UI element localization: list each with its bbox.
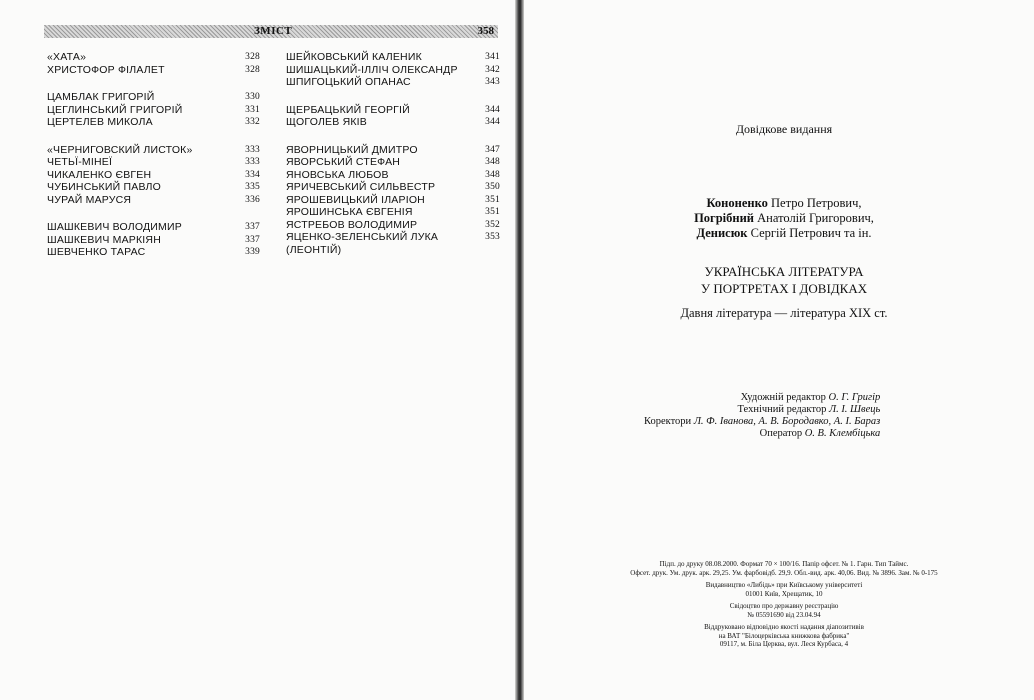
staff-role: Технічний редактор bbox=[737, 404, 829, 415]
book-title-line-2: У ПОРТРЕТАХ І ДОВІДКАХ bbox=[700, 281, 868, 296]
toc-entry-name: ШПИГОЦЬКИЙ ОПАНАС bbox=[286, 76, 411, 88]
toc-entry-page: 342 bbox=[485, 64, 500, 75]
edition-type: Довідкове видання bbox=[735, 122, 833, 136]
colophon-paragraph bbox=[594, 581, 974, 598]
toc-group bbox=[47, 91, 260, 129]
toc-entry bbox=[286, 64, 500, 77]
colophon-line: Офсет. друк. Ум. друк. арк. 29,25. Ум. фарбовідб. 29,9. Обл.-вид. арк. 40,06. Вид. № 3896. Зам. № 0-175 bbox=[630, 568, 938, 577]
toc-entry-page: 328 bbox=[245, 52, 260, 62]
toc-column-left bbox=[47, 51, 260, 274]
toc-column-right bbox=[286, 51, 500, 259]
toc-entry bbox=[47, 181, 260, 194]
staff-line bbox=[644, 392, 880, 404]
toc-entry-page: 337 bbox=[245, 234, 260, 245]
colophon-line: 01001 Київ, Хрещатик, 10 bbox=[745, 589, 823, 598]
colophon-line: Свідоцтво про державну реєстрацію bbox=[729, 602, 839, 610]
colophon-line: Віддруковано відповідно якості надання діапозитивів bbox=[704, 623, 864, 631]
editorial-staff bbox=[644, 392, 880, 440]
staff-line bbox=[644, 428, 880, 440]
toc-entry-name: ЯЦЕНКО-ЗЕЛЕНСЬКИЙ ЛУКА (ЛЕОНТІЙ) bbox=[286, 231, 439, 256]
toc-entry-name: ЧУБИНСЬКИЙ ПАВЛО bbox=[47, 181, 161, 193]
toc-entry bbox=[47, 246, 260, 259]
right-page bbox=[524, 0, 1034, 700]
toc-entry bbox=[286, 206, 500, 219]
toc-entry bbox=[47, 221, 260, 234]
toc-entry-name: ШАШКЕВИЧ МАРКІЯН bbox=[47, 233, 161, 246]
page-number: 358 bbox=[477, 25, 494, 37]
toc-entry-name: ЧЕТЬЇ-МІНЕЇ bbox=[47, 156, 113, 168]
toc-entry-name: ШЕВЧЕНКО ТАРАС bbox=[47, 246, 146, 258]
colophon-paragraph bbox=[594, 602, 974, 619]
toc-group bbox=[47, 221, 260, 259]
toc-entry bbox=[47, 144, 260, 157]
toc-entry-page: 336 bbox=[245, 194, 260, 205]
staff-role: Художній редактор bbox=[740, 392, 829, 403]
toc-entry-name: ЯРОШИНСЬКА ЄВГЕНІЯ bbox=[286, 206, 413, 218]
toc-entry bbox=[286, 116, 500, 129]
toc-entry-page: 335 bbox=[245, 182, 260, 192]
toc-entry-name: ЯСТРЕБОВ ВОЛОДИМИР bbox=[286, 218, 418, 231]
toc-entry bbox=[286, 156, 500, 169]
toc-group bbox=[47, 144, 260, 207]
toc-entry-page: 344 bbox=[485, 104, 500, 115]
toc-entry bbox=[47, 64, 260, 77]
staff-person: О. Г. Григір bbox=[828, 392, 881, 403]
author-given-names: Анатолій Григорович, bbox=[754, 211, 874, 225]
toc-entry bbox=[47, 156, 260, 169]
toc-entry-name: ЯНОВСЬКА ЛЮБОВ bbox=[286, 168, 389, 181]
toc-entry-page: 347 bbox=[485, 144, 500, 155]
toc-entry bbox=[286, 51, 500, 64]
toc-entry-name: ШЕЙКОВСЬКИЙ КАЛЕНИК bbox=[286, 51, 422, 63]
author-surname: Денисюк bbox=[696, 226, 748, 240]
toc-entry bbox=[286, 231, 500, 256]
toc-entry bbox=[286, 169, 500, 182]
toc-entry-page: 348 bbox=[485, 169, 500, 180]
toc-entry bbox=[47, 234, 260, 247]
toc-entry-page: 343 bbox=[485, 77, 500, 87]
staff-role: Оператор bbox=[759, 428, 805, 439]
toc-entry-name: «ЧЕРНИГОВСКИЙ ЛИСТОК» bbox=[47, 143, 193, 156]
staff-person: Л. І. Швець bbox=[828, 404, 881, 415]
toc-entry-name: ЧИКАЛЕНКО ЄВГЕН bbox=[47, 168, 152, 181]
colophon-paragraph bbox=[594, 623, 974, 649]
toc-entry-page: 337 bbox=[245, 222, 260, 232]
authors-block bbox=[604, 196, 964, 241]
staff-line bbox=[644, 416, 880, 428]
toc-entry-page: 351 bbox=[485, 207, 500, 217]
toc-entry bbox=[286, 144, 500, 157]
toc-entry-page: 331 bbox=[245, 104, 260, 115]
toc-entry-page: 333 bbox=[245, 144, 260, 155]
toc-entry-name: ЯРИЧЕВСЬКИЙ СИЛЬВЕСТР bbox=[286, 181, 436, 193]
toc-entry-name: ШАШКЕВИЧ ВОЛОДИМИР bbox=[47, 221, 182, 233]
toc-group bbox=[286, 143, 500, 256]
colophon bbox=[594, 560, 974, 653]
book-subtitle: Давня література — література ХІХ ст. bbox=[680, 306, 888, 320]
toc-entry-name: ХРИСТОФОР ФІЛАЛЕТ bbox=[47, 63, 165, 76]
left-page bbox=[0, 0, 515, 700]
staff-role: Коректори bbox=[644, 416, 694, 427]
toc-entry-page: 332 bbox=[245, 117, 260, 127]
author-given-names: Сергій Петрович та ін. bbox=[747, 226, 872, 240]
toc-entry-name: «ХАТА» bbox=[47, 51, 87, 63]
colophon-paragraph bbox=[594, 560, 974, 577]
toc-entry bbox=[47, 51, 260, 64]
author-line bbox=[604, 211, 964, 226]
toc-entry-page: 352 bbox=[485, 219, 500, 230]
staff-person: Л. Ф. Іванова, А. В. Бородавко, А. І. Бараз bbox=[693, 416, 881, 427]
toc-entry-page: 353 bbox=[485, 232, 500, 242]
toc-entry-name: ШИШАЦЬКИЙ-ІЛЛІЧ ОЛЕКСАНДР bbox=[286, 63, 458, 76]
toc-entry bbox=[47, 169, 260, 182]
toc-entry-page: 344 bbox=[485, 117, 500, 127]
toc-entry bbox=[286, 194, 500, 207]
toc-entry-name: ЯВОРСЬКИЙ СТЕФАН bbox=[286, 156, 401, 168]
toc-entry-name: ЦЕРТЕЛЕВ МИКОЛА bbox=[47, 116, 153, 128]
toc-entry bbox=[47, 116, 260, 129]
toc-entry-name: ЦЕГЛИНСЬКИЙ ГРИГОРІЙ bbox=[47, 103, 183, 116]
toc-entry-page: 348 bbox=[485, 157, 500, 167]
toc-entry-page: 334 bbox=[245, 169, 260, 180]
toc-entry-name: ЧУРАЙ МАРУСЯ bbox=[47, 193, 132, 206]
toc-entry bbox=[47, 104, 260, 117]
toc-group bbox=[286, 104, 500, 129]
author-surname: Погрібний bbox=[694, 211, 754, 225]
staff-person: О. В. Клембіцька bbox=[804, 428, 881, 439]
toc-group bbox=[286, 51, 500, 89]
toc-group bbox=[47, 51, 260, 76]
colophon-line: 09117, м. Біла Церква, вул. Леся Курбаса, 4 bbox=[719, 640, 849, 648]
book-gutter bbox=[515, 0, 524, 700]
toc-entry-name: ЯВОРНИЦЬКИЙ ДМИТРО bbox=[286, 143, 418, 156]
toc-entry-name: ЩОГОЛЕВ ЯКІВ bbox=[286, 116, 367, 128]
toc-entry bbox=[286, 181, 500, 194]
toc-entry-page: 339 bbox=[245, 247, 260, 257]
author-given-names: Петро Петрович, bbox=[767, 196, 862, 210]
author-line bbox=[604, 226, 964, 241]
author-line bbox=[604, 196, 964, 211]
toc-header bbox=[44, 25, 498, 38]
colophon-line: на ВАТ "Білоцерківська книжкова фабрика" bbox=[718, 631, 850, 640]
colophon-line: № 05591690 від 23.04.94 bbox=[747, 610, 821, 619]
toc-entry-name: ЩЕРБАЦЬКИЙ ГЕОРГІЙ bbox=[286, 103, 410, 116]
toc-entry bbox=[286, 219, 500, 232]
book-title-line-1: УКРАЇНСЬКА ЛІТЕРАТУРА bbox=[704, 264, 864, 279]
toc-entry-page: 341 bbox=[485, 52, 500, 62]
book-title bbox=[604, 263, 964, 297]
colophon-line: Видавництво «Либідь» при Київському університеті bbox=[705, 581, 863, 589]
staff-line bbox=[644, 404, 880, 416]
toc-entry-name: ЯРОШЕВИЦЬКИЙ ІЛАРІОН bbox=[286, 193, 425, 206]
author-surname: Кононенко bbox=[706, 196, 768, 210]
toc-entry bbox=[286, 104, 500, 117]
toc-entry bbox=[286, 76, 500, 89]
toc-entry-page: 328 bbox=[245, 64, 260, 75]
toc-entry bbox=[47, 194, 260, 207]
toc-title: ЗМІСТ bbox=[254, 25, 293, 37]
toc-entry-name: ЦАМБЛАК ГРИГОРІЙ bbox=[47, 91, 155, 103]
toc-entry-page: 350 bbox=[485, 182, 500, 192]
toc-entry-page: 330 bbox=[245, 92, 260, 102]
colophon-line: Підп. до друку 08.08.2000. Формат 70 × 100/16. Папір офсет. № 1. Гарн. Тип Таймс. bbox=[659, 560, 909, 568]
toc-entry-page: 351 bbox=[485, 194, 500, 205]
toc-entry bbox=[47, 91, 260, 104]
toc-entry-page: 333 bbox=[245, 157, 260, 167]
